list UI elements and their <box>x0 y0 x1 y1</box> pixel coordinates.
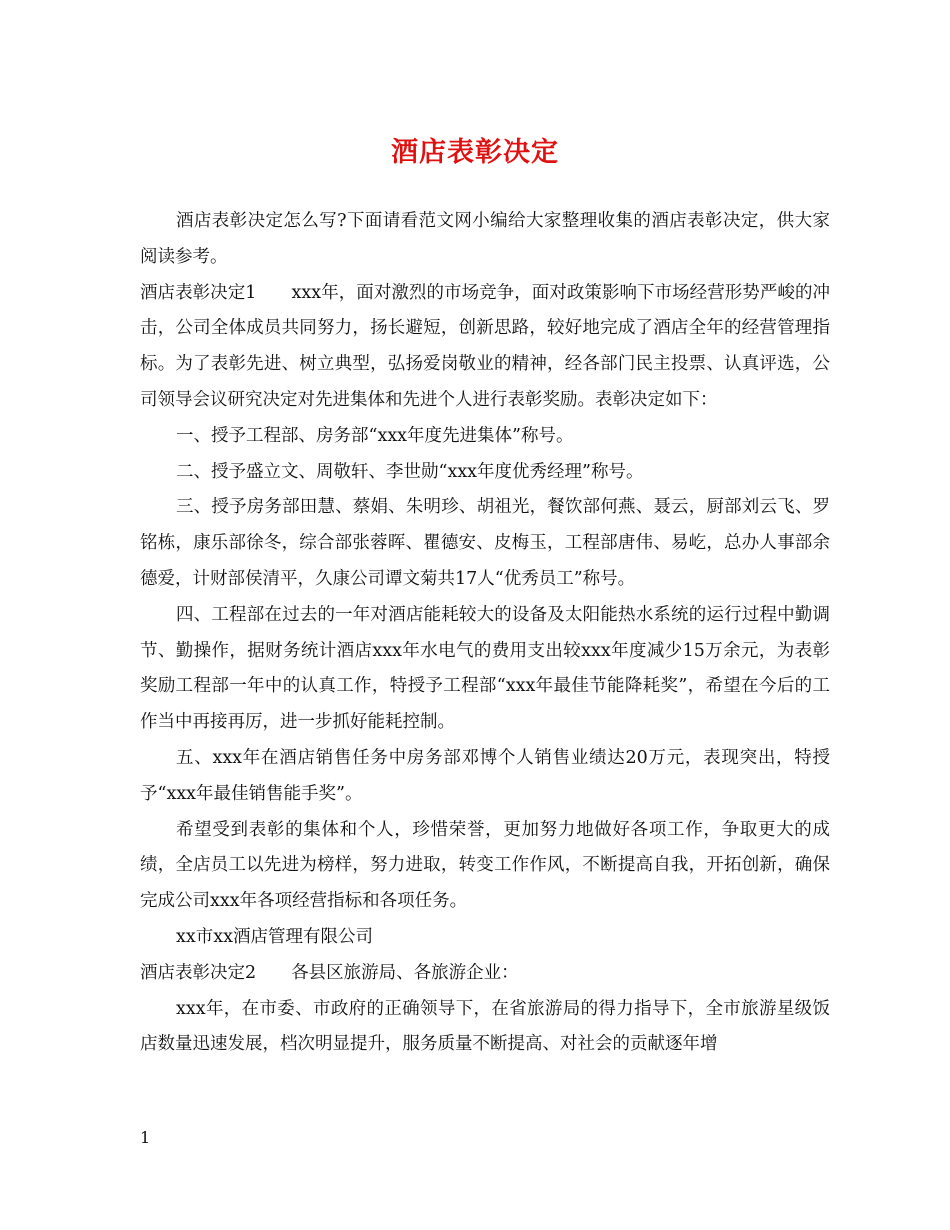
signature-company: xx市xx酒店管理有限公司 <box>176 926 373 947</box>
document-body <box>140 204 830 1063</box>
award-item-5: 五、xxx年在酒店销售任务中房务部邓博个人销售业绩达20万元，表现突出，特授予“xxx年最佳销售能手奖”。 <box>140 747 830 804</box>
award-item-2: 二、授予盛立文、周敬轩、李世勋“xxx年度优秀经理”称号。 <box>176 461 644 482</box>
closing-paragraph: 希望受到表彰的集体和个人，珍惜荣誉，更加努力地做好各项工作，争取更大的成绩，全店员工以先进为榜样，努力进取，转变工作作风，不断提高自我，开拓创新，确保完成公司xxx年各项经营指标和各项任务。 <box>140 819 830 912</box>
award-item-3: 三、授予房务部田慧、蔡娟、朱明珍、胡祖光，餐饮部何燕、聂云，厨部刘云飞、罗铭栋，康乐部徐冬，综合部张蓉晖、瞿德安、皮梅玉，工程部唐伟、易屹，总办人事部余德爱，计财部侯清平，久康公司谭文菊共17人“优秀员工”称号。 <box>140 497 830 589</box>
page-number: 1 <box>140 1128 151 1147</box>
award-item-1: 一、授予工程部、房务部“xxx年度先进集体”称号。 <box>176 425 574 446</box>
decision-2-paragraph: xxx年，在市委、市政府的正确领导下，在省旅游局的得力指导下，全市旅游星级饭店数量迅速发展，档次明显提升，服务质量不断提高、对社会的贡献逐年增 <box>140 998 830 1055</box>
document-title: 酒店表彰决定 <box>391 137 559 168</box>
decision-2-heading: 酒店表彰决定2 各县区旅游局、各旅游企业： <box>140 962 519 983</box>
intro-paragraph: 酒店表彰决定怎么写?下面请看范文网小编给大家整理收集的酒店表彰决定，供大家阅读参考。 <box>140 211 830 267</box>
decision-1-paragraph: 酒店表彰决定1 xxx年，面对激烈的市场竞争，面对政策影响下市场经营形势严峻的冲击，公司全体成员共同努力，扬长避短，创新思路，较好地完成了酒店全年的经营管理指标。为了表彰先进、树立典型，弘扬爱岗敬业的精神，经各部门民主投票、认真评选，公司领导会议研究决定对先进集体和先进个人进行表彰奖励。表彰决定如下： <box>140 282 830 410</box>
award-item-4: 四、工程部在过去的一年对酒店能耗较大的设备及太阳能热水系统的运行过程中勤调节、勤操作，据财务统计酒店xxx年水电气的费用支出较xxx年度减少15万余元，为表彰奖励工程部一年中的认真工作，特授予工程部“xxx年最佳节能降耗奖”，希望在今后的工作当中再接再厉，进一步抓好能耗控制。 <box>140 604 830 733</box>
